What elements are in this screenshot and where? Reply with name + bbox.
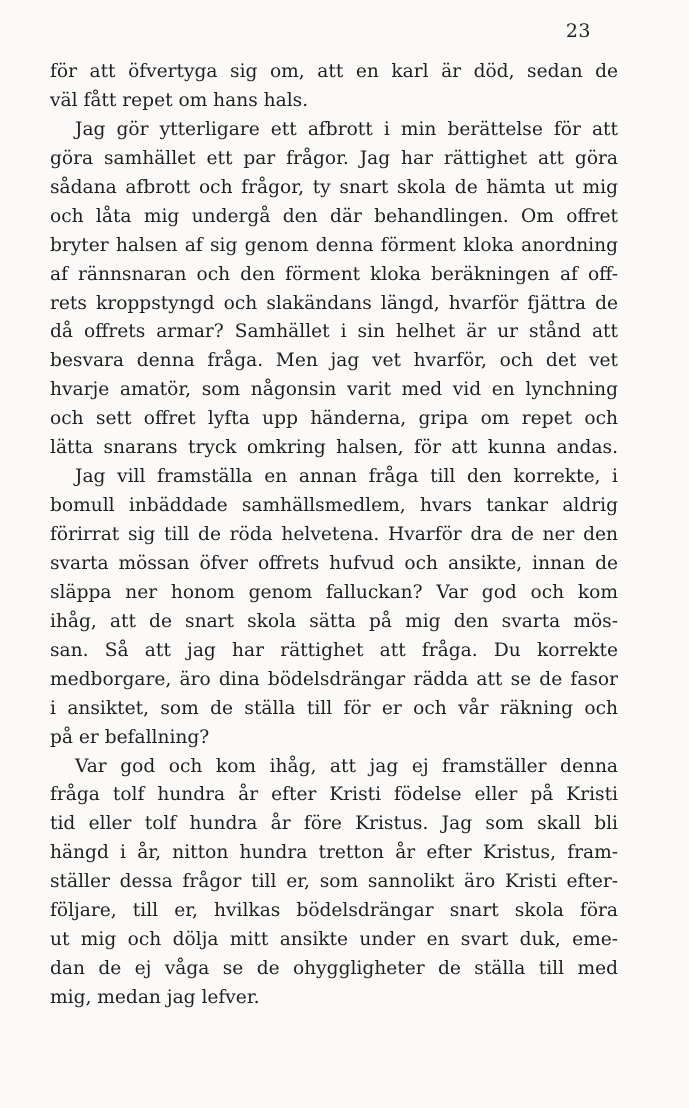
text-line: för att öfvertyga sig om, att en karl är död, sedan de	[50, 61, 618, 82]
text-line: ut mig och dölja mitt ansikte under en svart duk, eme-	[50, 929, 618, 951]
text-line: släppa ner honom genom falluckan? Var god och kom	[50, 581, 618, 603]
text-line: hvarje amatör, som någonsin varit med vid en lynchning	[50, 379, 618, 401]
text-line: Jag gör ytterligare ett afbrott i min berättelse för att	[75, 118, 618, 140]
text-line: dan de ej våga se de ohyggligheter de ställa till med	[50, 958, 618, 980]
body-text	[50, 58, 618, 1013]
text-line: sådana afbrott och frågor, ty snart skola de hämta ut mig	[50, 176, 618, 198]
text-line: medborgare, äro dina bödelsdrängar rädda att se de fasor	[50, 668, 618, 690]
text-line: lätta snarans tryck omkring halsen, för att kunna andas.	[50, 437, 618, 459]
text-line: hängd i år, nitton hundra tretton år efter Kristus, fram-	[50, 842, 618, 864]
text-line: och sett offret lyfta upp händerna, gripa om repet och	[50, 408, 618, 430]
text-line: väl fått repet om hans hals.	[50, 89, 309, 111]
text-line: och låta mig undergå den där behandlingen. Om offret	[50, 205, 618, 227]
text-line: Var god och kom ihåg, att jag ej framställer denna	[75, 755, 618, 777]
text-line: besvara denna fråga. Men jag vet hvarför, och det vet	[50, 350, 618, 372]
text-line: bomull inbäddade samhällsmedlem, hvars tankar aldrig	[50, 495, 618, 517]
text-line: följare, till er, hvilkas bödelsdrängar snart skola föra	[50, 900, 618, 922]
text-line: af rännsnaran och den förment kloka beräkningen af off-	[50, 263, 618, 285]
text-line: i ansiktet, som de ställa till för er och vår räkning och	[50, 697, 618, 719]
text-line: då offrets armar? Samhället i sin helhet är ur stånd att	[50, 321, 618, 343]
text-line: förirrat sig till de röda helvetena. Hvarför dra de ner den	[50, 524, 618, 545]
text-line: göra samhället ett par frågor. Jag har rättighet att göra	[50, 147, 618, 169]
text-line: svarta mössan öfver offrets hufvud och ansikte, innan de	[50, 552, 618, 574]
text-line: tid eller tolf hundra år före Kristus. Jag som skall bli	[50, 813, 618, 835]
text-line: ställer dessa frågor till er, som sannolikt äro Kristi efter-	[50, 871, 618, 893]
text-line: på er befallning?	[50, 726, 210, 748]
text-line: ihåg, att de snart skola sätta på mig den svarta mös-	[50, 610, 618, 632]
text-line: san. Så att jag har rättighet att fråga. Du korrekte	[50, 639, 618, 661]
text-line: Jag vill framställa en annan fråga till den korrekte, i	[75, 466, 618, 488]
text-line: fråga tolf hundra år efter Kristi födelse eller på Kristi	[50, 784, 618, 806]
text-line: rets kroppstyngd och slakändans längd, hvarför fjättra de	[50, 292, 618, 314]
text-line: bryter halsen af sig genom denna förment kloka anordning	[50, 234, 618, 256]
page-number: 23	[565, 20, 591, 42]
text-line: mig, medan jag lefver.	[50, 987, 260, 1008]
